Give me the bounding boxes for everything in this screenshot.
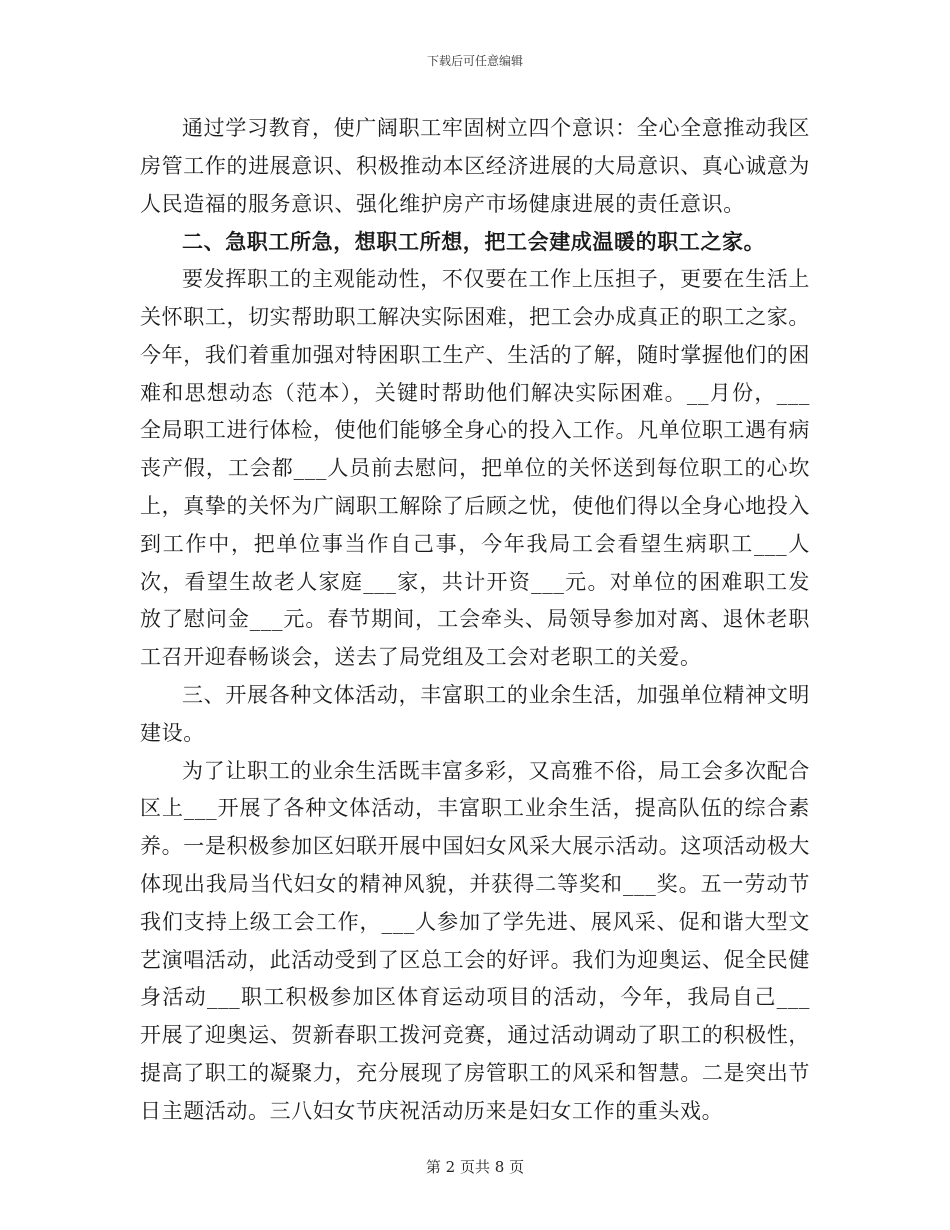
paragraph-awareness: 通过学习教育，使广阔职工牢固树立四个意识：全心全意推动我区房管工作的进展意识、积极推动本区经济进展的大局意识、真心诚意为人民造福的服务意识、强化维护房产市场健康进展的责任意识。: [140, 116, 810, 216]
page-header: 下载后可任意编辑: [426, 54, 523, 68]
section-heading-3: 三、开展各种文体活动，丰富职工的业余生活，加强单位精神文明建设。: [140, 682, 810, 745]
document-body: [140, 110, 810, 1131]
section-heading-2: 二、急职工所急，想职工所想，把工会建成温暖的职工之家。: [182, 229, 766, 255]
page-footer: 第 2 页共 8 页: [425, 1158, 525, 1176]
paragraph-cultural-activities: 为了让职工的业余生活既丰富多彩，又高雅不俗，局工会多次配合区上___开展了各种文体活动，丰富职工业余生活，提高队伍的综合素养。一是积极参加区妇联开展中国妇女风采大展示活动。这项活动极大体现出我局当代妇女的精神风貌，并获得二等奖和___奖。五一劳动节我们支持上级工会工作，___人参加了学先进、展风采、促和谐大型文艺演唱活动，此活动受到了区总工会的好评。我们为迎奥运、促全民健身活动___职工积极参加区体育运动项目的活动，今年，我局自己___开展了迎奥运、贺新春职工拨河竞赛，通过活动调动了职工的积极性，提高了职工的凝聚力，充分展现了房管职工的风采和智慧。二是突出节日主题活动。三八妇女节庆祝活动历来是妇女工作的重头戏。: [140, 758, 810, 1123]
paragraph-care-for-workers: 要发挥职工的主观能动性，不仅要在工作上压担子，更要在生活上关怀职工，切实帮助职工解决实际困难，把工会办成真正的职工之家。今年，我们着重加强对特困职工生产、生活的了解，随时掌握他们的困难和思想动态（范本），关键时帮助他们解决实际困难。__月份，___全局职工进行体检，使他们能够全身心的投入工作。凡单位职工遇有病丧产假，工会都___人员前去慰问，把单位的关怀送到每位职工的心坎上，真挚的关怀为广阔职工解除了后顾之忧，使他们得以全身心地投入到工作中，把单位事当作自己事，今年我局工会看望生病职工___人次，看望生故老人家庭___家，共计开资___元。对单位的困难职工发放了慰问金___元。春节期间，工会牵头、局领导参加对离、退休老职工召开迎春畅谈会，送去了局党组及工会对老职工的关爱。: [140, 267, 810, 670]
